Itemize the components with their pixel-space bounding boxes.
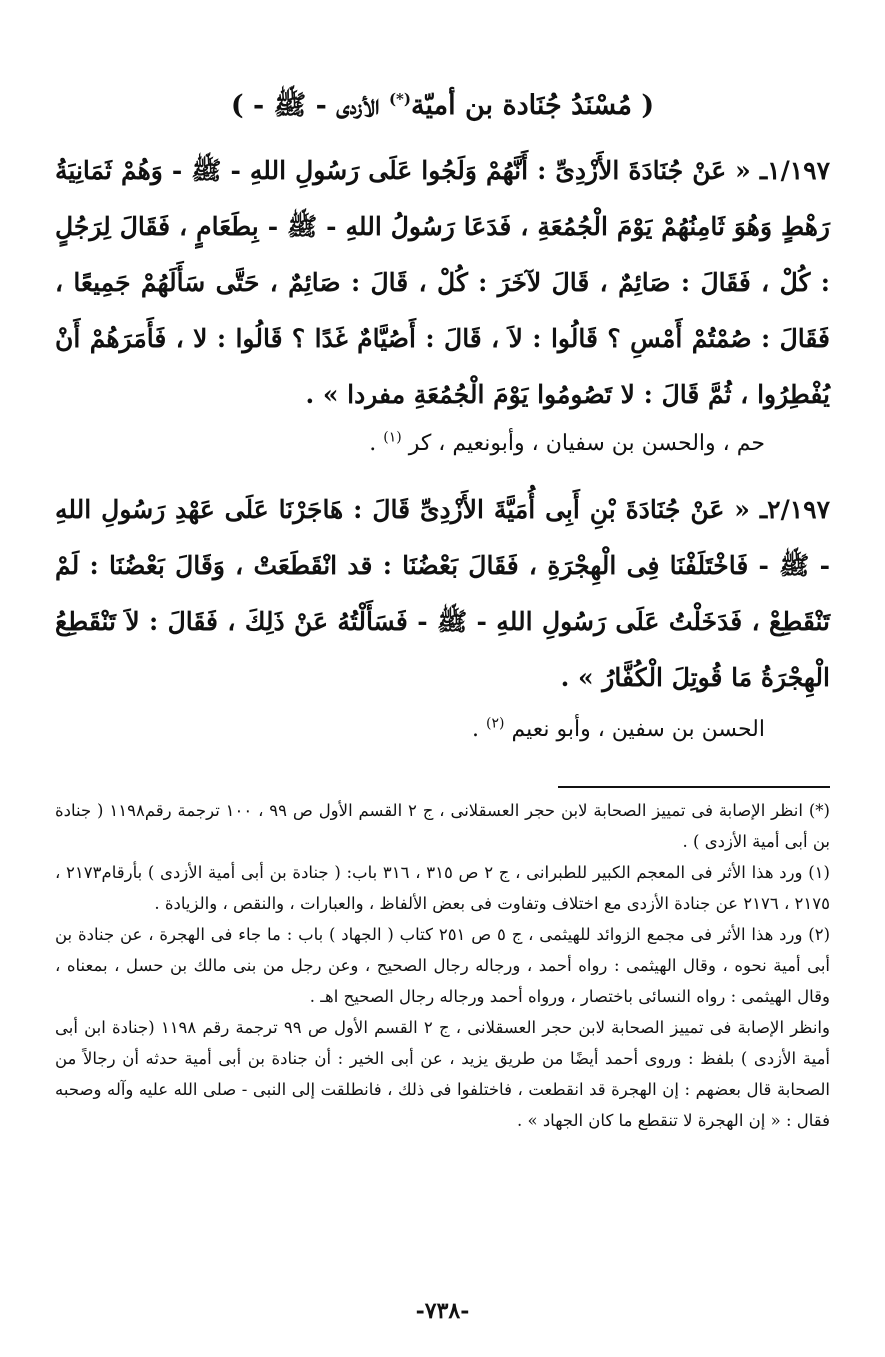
footnote-mark: (١) bbox=[808, 863, 830, 882]
footnote-2-continuation: وانظر الإصابة فى تمييز الصحابة لابن حجر العسقلانى ، ج ٢ القسم الأول ص ٩٩ ترجمة رقم ١١٩٨ (جنادة ابن أبى أمية الأزدى ) بلفظ : وروى أحمد أيضًا من طريق يزيد ، عن أبى الخير : أن جنادة بن أبى أمية حدثه أن رجالاً من الصحابة قال بعضهم : إن الهجرة قد انقطعت ، فاختلفوا فى ذلك ، فانطلقت إلى النبى - صلى الله عليه وآله وصحبه فقال : « إن الهجرة لا تنقطع ما كان الجهاد » . bbox=[55, 1018, 830, 1130]
hadith-source-2: الحسن بن سفين ، وأبو نعيم $^{(٢)}$ . bbox=[472, 715, 765, 742]
heading-close: - ) bbox=[230, 90, 274, 121]
footnote-mark: (٢) bbox=[808, 925, 830, 944]
hadith-text: ـ « عَنْ جُنَادَةَ بْنِ أَبِى أُمَيَّةَ الأَزْدِىِّ قَالَ : هَاجَرْنَا عَلَى عَهْدِ رَسُولِ اللهِ - ﷺ - فَاخْتَلَفْنَا فِى الْهِجْرَةِ ، فَقَالَ بَعْضُنَا : قد انْقَطَعَتْ ، وَقَالَ بَعْضُنَا : لَمْ تَنْقَطِعْ ، فَدَخَلْتُ عَلَى رَسُولِ اللهِ - ﷺ - فَسَأَلْتُهُ عَنْ ذَلِكَ ، فَقَالَ : لاَ تَنْقَطِعُ الْهِجْرَةُ مَا قُوتِلَ الْكُفَّارُ » . bbox=[55, 495, 830, 692]
hadith-entry-2 bbox=[55, 482, 830, 706]
hadith-text: ـ « عَنْ جُنَادَةَ الأَزْدِىِّ : أَنَّهُمْ وَلَجُوا عَلَى رَسُولِ اللهِ - ﷺ - وَهُمْ ثَمَانِيَةُ رَهْطٍ وَهُوَ ثَامِنُهُمْ يَوْمَ الْجُمُعَةِ ، فَدَعَا رَسُولُ اللهِ - ﷺ - بِطَعَامٍ ، فَقَالَ لِرَجُلٍ : كُلْ ، فَقَالَ : صَائِمٌ ، قَالَ لآخَرَ : كُلْ ، قَالَ : صَائِمٌ ، حَتَّى سَأَلَهُمْ جَمِيعًا ، فَقَالَ : صُمْتُمْ أَمْسِ ؟ قَالُوا : لاَ ، قَالَ : أَصُيَّامٌ غَدًا ؟ قَالُوا : لا ، فَأَمَرَهُمْ أَنْ يُفْطِرُوا ، ثُمَّ قَالَ : لا تَصُومُوا يَوْمَ الْجُمُعَةِ مفردا » . bbox=[55, 156, 830, 409]
footnote-reference: (٢) bbox=[486, 715, 505, 732]
heading-honorific: ﷺ bbox=[273, 90, 307, 121]
footnote-2 bbox=[55, 919, 830, 1012]
heading-title: مُسْنَدُ جُنَادة بن أميّة bbox=[411, 90, 632, 121]
source-text: حم ، والحسن بن سفيان ، وأبونعيم ، كر bbox=[408, 431, 765, 456]
hadith-source-1: حم ، والحسن بن سفيان ، وأبونعيم ، كر $^{(١)}$ . bbox=[369, 429, 765, 456]
hadith-entry-1 bbox=[55, 143, 830, 423]
footnote-text: ورد هذا الأثر فى مجمع الزوائد للهيثمى ، ج ٥ ص ٢٥١ كتاب ( الجهاد ) باب : ما جاء فى الهجرة ، عن جنادة بن أبى أمية نحوه ، وقال الهيثمى : رواه أحمد ، ورجاله رجال الصحيح ، وعن رجل من بنى مالك بن حسل ، بمعناه ، وقال الهيثمى : رواه النسائى باختصار ، ورواه أحمد ورجاله رجال الصحيح اهـ . bbox=[55, 925, 830, 1006]
footnote-star bbox=[55, 795, 830, 857]
footnotes-section bbox=[55, 795, 830, 1136]
heading-footnote-mark: (*) bbox=[388, 90, 411, 108]
source-text: الحسن بن سفين ، وأبو نعيم bbox=[511, 717, 765, 742]
hadith-number: ١/١٩٧ bbox=[767, 156, 830, 185]
section-heading bbox=[0, 86, 885, 126]
footnote-text: انظر الإصابة فى تمييز الصحابة لابن حجر العسقلانى ، ج ٢ القسم الأول ص ٩٩ ، ١٠٠ ترجمة رقم١١٩٨ ( جنادة بن أبى أمية الأزدى ) . bbox=[55, 801, 830, 851]
heading-after: الأزدى - bbox=[306, 90, 389, 121]
page-number: -٧٣٨- bbox=[415, 1298, 470, 1324]
footnote-separator bbox=[558, 786, 830, 788]
heading-open: ( bbox=[631, 90, 655, 121]
footnote-1 bbox=[55, 857, 830, 919]
footnote-text: ورد هذا الأثر فى المعجم الكبير للطبرانى ، ج ٢ ص ٣١٥ ، ٣١٦ باب: ( جنادة بن أبى أمية الأزدى ) بأرقام٢١٧٣ ، ٢١٧٥ ، ٢١٧٦ عن جنادة الأزدى مع اختلاف وتفاوت فى بعض الألفاظ ، والعبارات ، والنقص ، والزيادة . bbox=[55, 863, 830, 913]
footnote-reference: (١) bbox=[383, 429, 402, 446]
footnote-mark: (*) bbox=[808, 801, 830, 820]
hadith-number: ٢/١٩٧ bbox=[767, 495, 830, 524]
